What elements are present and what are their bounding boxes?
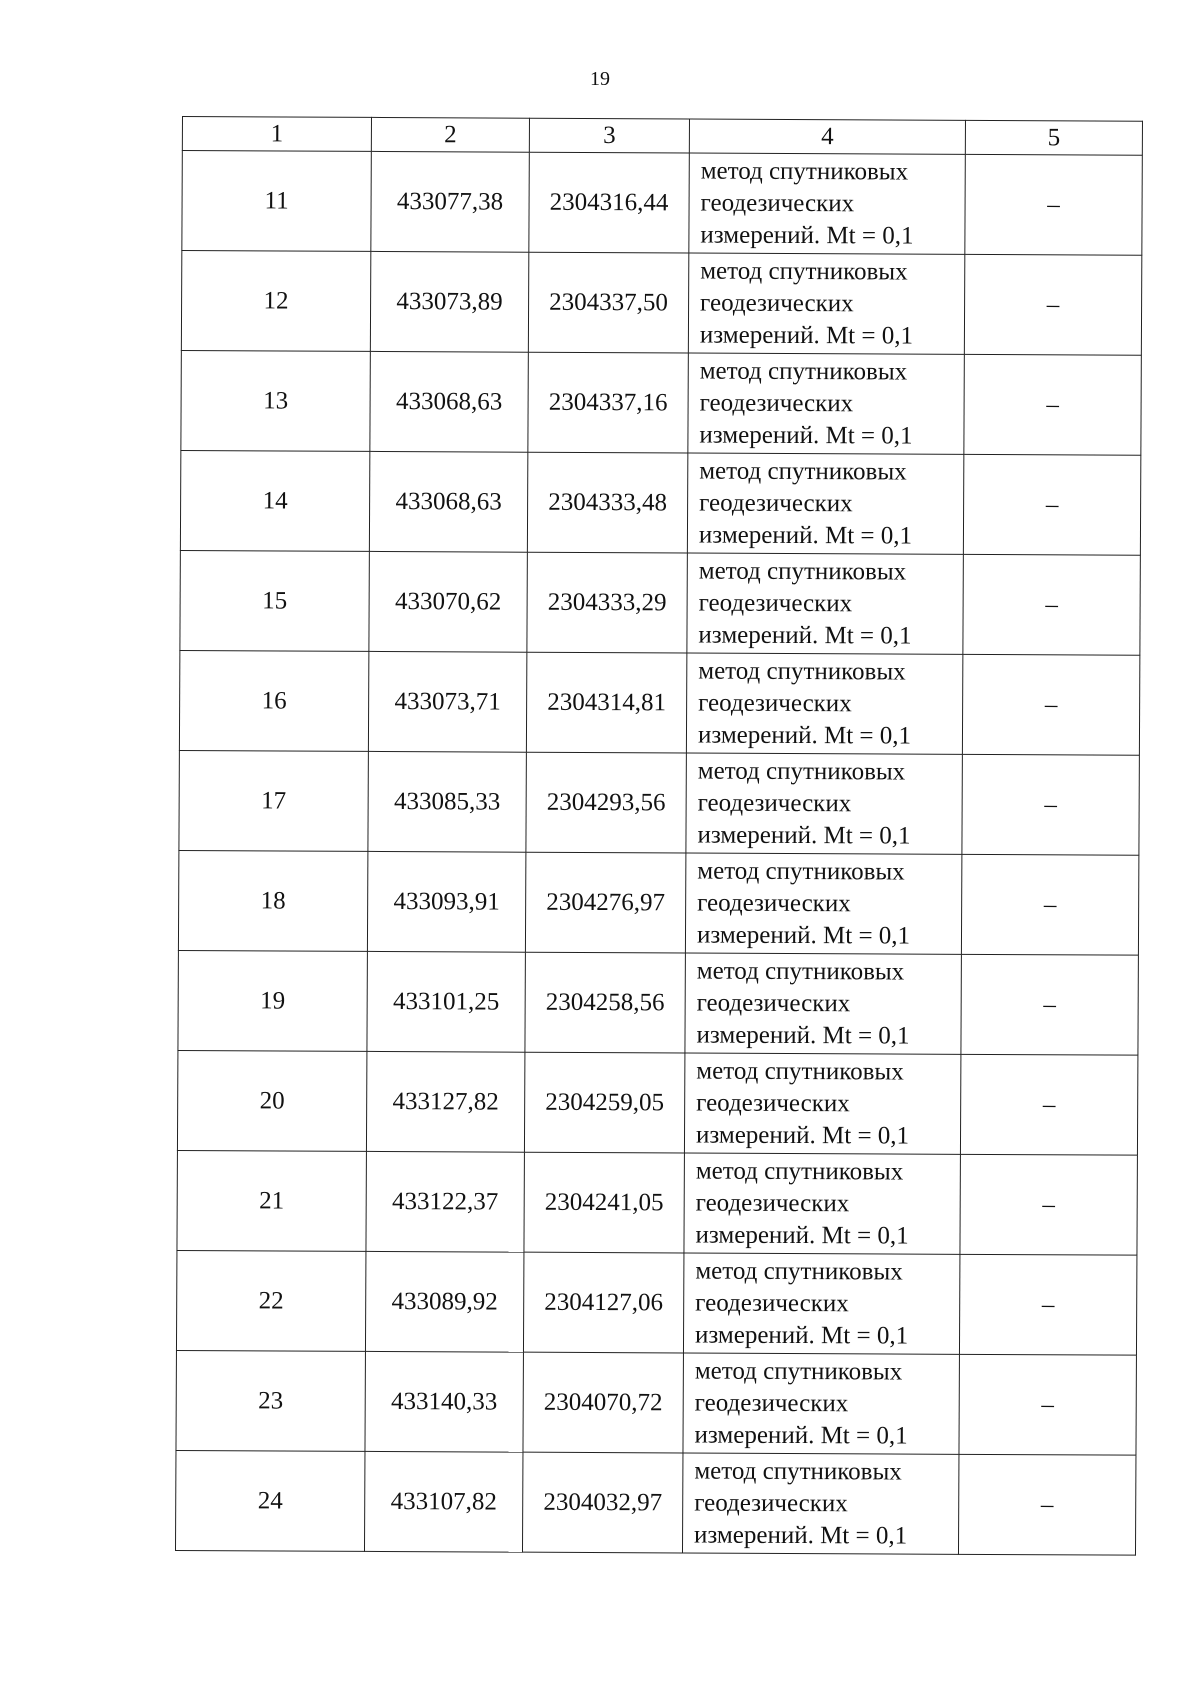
method-line-2: геодезических: [699, 489, 853, 517]
method-line-3: измерений. Mt = 0,1: [694, 1421, 908, 1450]
measurement-method: [683, 1353, 959, 1454]
method-line-2: геодезических: [696, 1089, 850, 1117]
method-line-2: геодезических: [699, 389, 854, 417]
table-header: [182, 117, 1142, 156]
note-dash: –: [961, 954, 1138, 1055]
point-number: 19: [178, 950, 367, 1051]
method-line-1: метод спутниковых: [696, 957, 905, 986]
coordinate-x: 433140,33: [365, 1351, 523, 1452]
coordinate-x: 433127,82: [366, 1051, 524, 1152]
method-line-1: метод спутниковых: [694, 1357, 903, 1386]
method-line-3: измерений. Mt = 0,1: [695, 1121, 910, 1150]
method-line-2: геодезических: [700, 289, 854, 317]
column-header-5: 5: [965, 120, 1142, 155]
coordinate-x: 433122,37: [366, 1151, 524, 1252]
method-line-2: геодезических: [698, 589, 853, 617]
coordinate-y: 2304333,48: [527, 452, 687, 553]
table-row: [182, 151, 1142, 256]
point-number: 16: [179, 650, 368, 751]
method-line-1: метод спутниковых: [700, 257, 908, 286]
point-number: 11: [182, 151, 371, 252]
method-line-3: измерений. Mt = 0,1: [696, 921, 911, 950]
table-row: [179, 650, 1139, 755]
measurement-method: [682, 1453, 958, 1554]
point-number: 12: [181, 251, 370, 352]
method-line-1: метод спутниковых: [695, 1157, 904, 1186]
coordinate-y: 2304070,72: [523, 1352, 683, 1453]
table-body: [175, 151, 1142, 1556]
coordinate-y: 2304258,56: [525, 952, 685, 1053]
table-row: [178, 850, 1138, 955]
method-line-2: геодезических: [695, 1289, 849, 1317]
note-dash: –: [961, 854, 1138, 955]
table-row: [180, 450, 1140, 555]
method-line-2: геодезических: [696, 989, 851, 1017]
measurement-method: [686, 653, 962, 754]
coordinate-x: 433093,91: [367, 851, 525, 952]
measurement-method: [685, 953, 961, 1054]
coordinates-table-container: [175, 116, 1142, 1556]
note-dash: –: [959, 1354, 1136, 1455]
column-header-3: 3: [529, 118, 689, 153]
coordinate-y: 2304314,81: [526, 652, 686, 753]
method-line-3: измерений. Mt = 0,1: [695, 1221, 909, 1250]
coordinate-y: 2304316,44: [529, 152, 689, 253]
coordinate-y: 2304032,97: [522, 1452, 682, 1553]
note-dash: –: [964, 254, 1141, 355]
method-line-1: метод спутниковых: [699, 357, 908, 386]
point-number: 23: [176, 1350, 365, 1451]
note-dash: –: [963, 554, 1140, 655]
measurement-method: [683, 1253, 959, 1354]
table-row: [181, 350, 1141, 455]
note-dash: –: [959, 1254, 1136, 1355]
method-line-3: измерений. Mt = 0,1: [694, 1321, 909, 1350]
coordinate-x: 433101,25: [367, 951, 525, 1052]
table-row: [181, 251, 1141, 356]
method-line-3: измерений. Mt = 0,1: [697, 721, 912, 750]
measurement-method: [684, 1153, 960, 1254]
coordinate-x: 433073,71: [368, 651, 526, 752]
coordinate-x: 433107,82: [364, 1451, 522, 1552]
point-number: 18: [178, 850, 367, 951]
method-line-2: геодезических: [700, 189, 855, 217]
method-line-1: метод спутниковых: [697, 757, 906, 786]
coordinate-y: 2304276,97: [525, 852, 685, 953]
method-line-2: геодезических: [694, 1389, 849, 1417]
method-line-3: измерений. Mt = 0,1: [698, 621, 912, 650]
column-header-1: 1: [182, 117, 371, 152]
coordinate-y: 2304259,05: [524, 1052, 684, 1153]
page-number: 19: [590, 68, 610, 90]
point-number: 20: [177, 1050, 366, 1151]
method-line-2: геодезических: [695, 1189, 850, 1217]
method-line-1: метод спутниковых: [696, 1057, 904, 1086]
method-line-3: измерений. Mt = 0,1: [700, 221, 914, 250]
method-line-1: метод спутниковых: [700, 157, 909, 186]
measurement-method: [688, 253, 964, 354]
method-line-2: геодезических: [698, 689, 852, 717]
note-dash: –: [960, 1054, 1137, 1155]
note-dash: –: [964, 354, 1141, 455]
point-number: 21: [177, 1150, 366, 1251]
method-line-1: метод спутниковых: [698, 557, 907, 586]
header-row: [182, 117, 1142, 156]
point-number: 22: [176, 1250, 365, 1351]
coordinate-y: 2304241,05: [524, 1152, 684, 1253]
table-row: [178, 950, 1138, 1055]
method-line-2: геодезических: [694, 1489, 848, 1517]
table-row: [176, 1350, 1136, 1455]
method-line-3: измерений. Mt = 0,1: [694, 1521, 908, 1550]
coordinate-x: 433077,38: [371, 151, 529, 252]
coordinate-y: 2304293,56: [526, 752, 686, 853]
coordinate-y: 2304127,06: [523, 1252, 683, 1353]
point-number: 13: [181, 350, 370, 451]
note-dash: –: [960, 1154, 1137, 1255]
table-row: [180, 550, 1140, 655]
coordinate-x: 433068,63: [369, 451, 527, 552]
note-dash: –: [962, 654, 1139, 755]
table-row: [177, 1050, 1137, 1155]
note-dash: –: [963, 454, 1140, 555]
measurement-method: [686, 753, 962, 854]
column-header-2: 2: [371, 117, 529, 152]
point-number: 15: [180, 550, 369, 651]
method-line-3: измерений. Mt = 0,1: [696, 1021, 910, 1050]
method-line-3: измерений. Mt = 0,1: [699, 321, 914, 350]
coordinate-x: 433089,92: [365, 1251, 523, 1352]
method-line-2: геодезических: [697, 889, 851, 917]
measurement-method: [687, 553, 963, 654]
method-line-3: измерений. Mt = 0,1: [698, 521, 913, 550]
table-row: [175, 1450, 1135, 1555]
method-line-2: геодезических: [697, 789, 852, 817]
method-line-1: метод спутниковых: [698, 657, 906, 686]
method-line-3: измерений. Mt = 0,1: [699, 421, 913, 450]
method-line-1: метод спутниковых: [697, 857, 905, 886]
note-dash: –: [958, 1454, 1135, 1555]
coordinate-x: 433085,33: [368, 751, 526, 852]
table-row: [177, 1150, 1137, 1255]
coordinate-x: 433068,63: [370, 351, 528, 452]
table-row: [176, 1250, 1136, 1355]
measurement-method: [685, 853, 961, 954]
method-line-1: метод спутниковых: [694, 1457, 902, 1486]
table-row: [179, 750, 1139, 855]
method-line-1: метод спутниковых: [699, 457, 907, 486]
coordinates-table: [175, 116, 1143, 1556]
coordinate-y: 2304337,16: [528, 352, 688, 453]
point-number: 17: [179, 750, 368, 851]
note-dash: –: [965, 154, 1142, 255]
point-number: 24: [175, 1450, 364, 1551]
measurement-method: [687, 453, 963, 554]
coordinate-x: 433070,62: [369, 551, 527, 652]
coordinate-y: 2304333,29: [527, 552, 687, 653]
method-line-1: метод спутниковых: [695, 1257, 903, 1286]
coordinate-y: 2304337,50: [528, 252, 688, 353]
measurement-method: [689, 153, 965, 254]
measurement-method: [684, 1053, 960, 1154]
note-dash: –: [962, 754, 1139, 855]
column-header-4: 4: [689, 119, 965, 154]
coordinate-x: 433073,89: [370, 251, 528, 352]
point-number: 14: [180, 450, 369, 551]
measurement-method: [688, 353, 964, 454]
method-line-3: измерений. Mt = 0,1: [697, 821, 911, 850]
